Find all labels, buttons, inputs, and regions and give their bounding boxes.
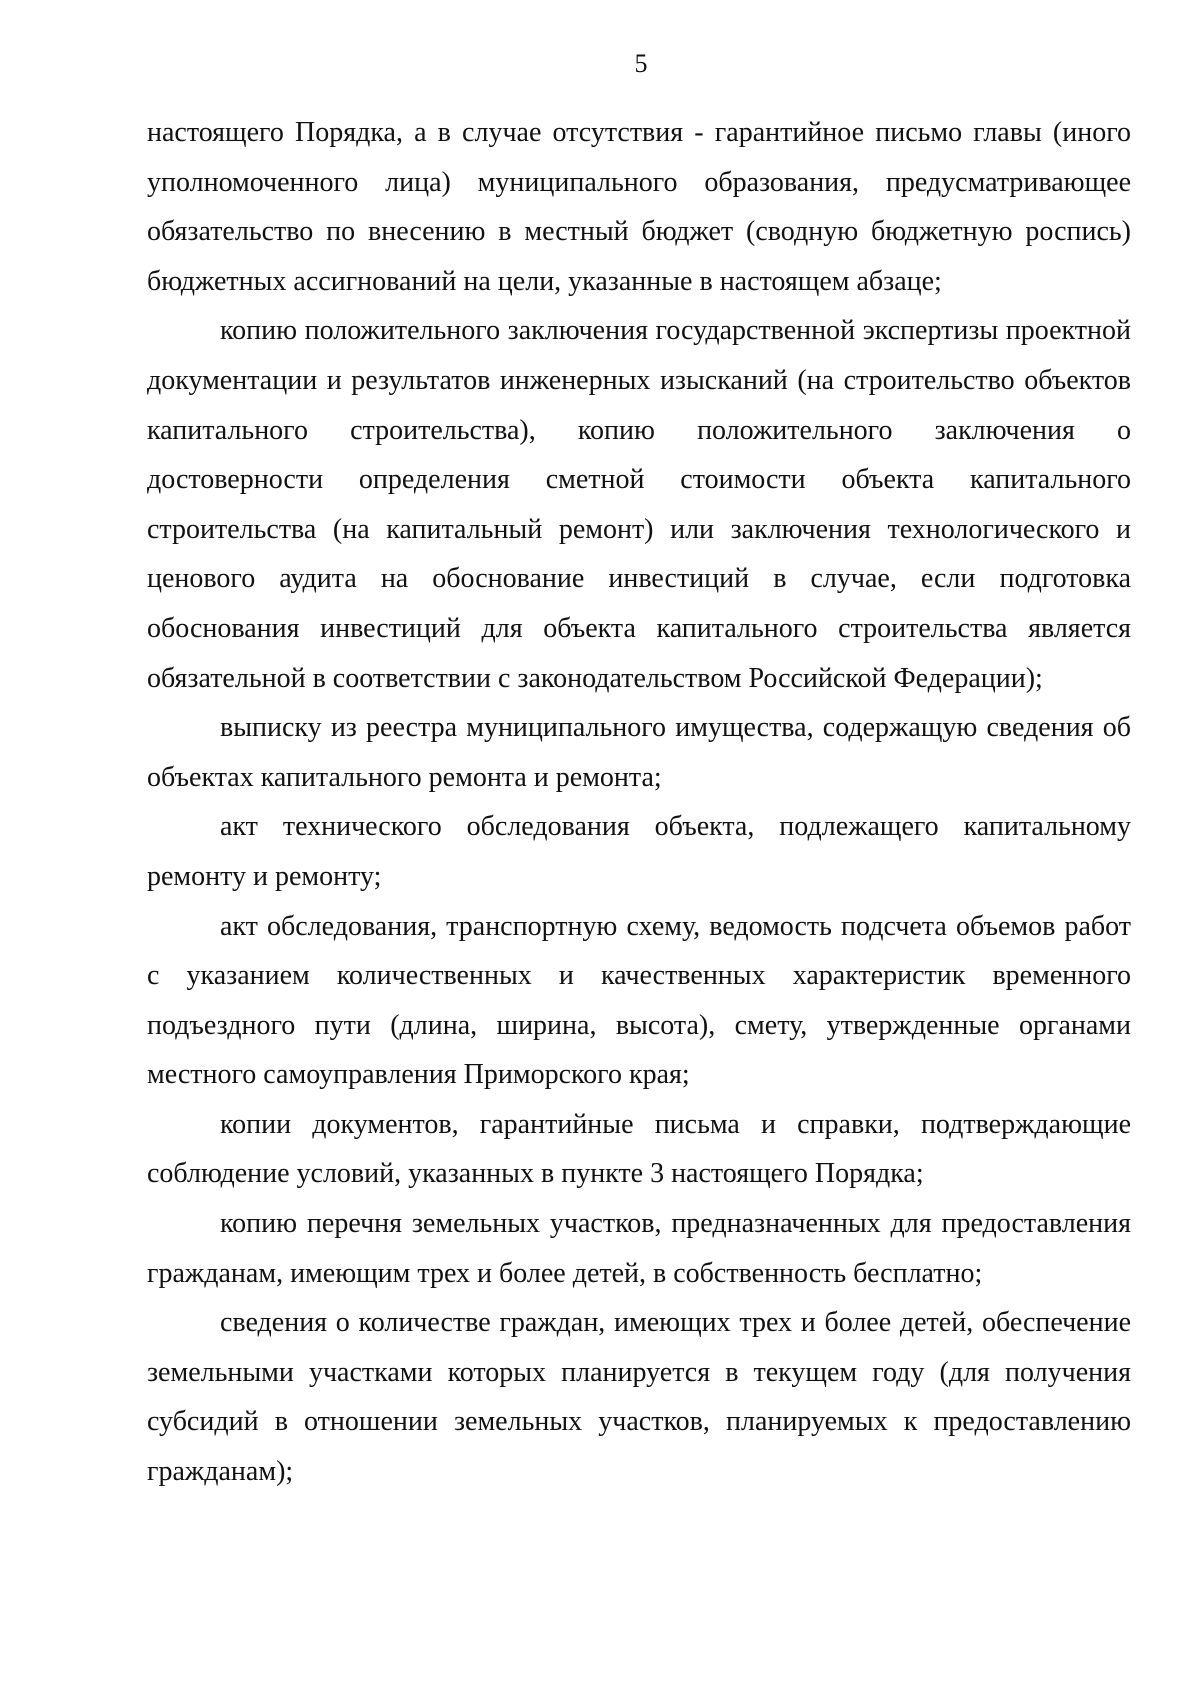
paragraph-continuation: настоящего Порядка, а в случае отсутствия - гарантийное письмо главы (иного уполномоченного лица) муниципального образования, предусматривающее обязательство по внесению в местный бюджет (сводную бюджетную роспись) бюджетных ассигнований на цели, указанные в настоящем абзаце;: [147, 117, 1131, 297]
paragraph-technical-inspection: акт технического обследования объекта, подлежащего капитальному ремонту и ремонту;: [147, 811, 1131, 892]
paragraph-document-copies: копии документов, гарантийные письма и справки, подтверждающие соблюдение условий, указанных в пункте 3 настоящего Порядка;: [147, 1108, 1131, 1190]
paragraph-expertise-copy: копию положительного заключения государственной экспертизы проектной документации и результатов инженерных изысканий (на строительство объектов капитального строительства), копию положительного заключения о достоверности определения сметной стоимости объекта капитального строительства (на капитальный ремонт) или заключения технологического и ценового аудита на обоснование инвестиций в случае, если подготовка обоснования инвестиций для объекта капитального строительства является обязательной в соответствии с законодательством Российской Федерации);: [147, 315, 1131, 694]
paragraph-citizens-info: сведения о количестве граждан, имеющих трех и более детей, обеспечение земельными участками которых планируется в текущем году (для получения субсидий в отношении земельных участков, планируемых к предоставлению гражданам);: [147, 1307, 1131, 1488]
document-body: [147, 108, 1131, 1497]
paragraph-registry-extract: выписку из реестра муниципального имущества, содержащую сведения об объектах капитального ремонта и ремонта;: [147, 712, 1131, 793]
page-number: 5: [634, 49, 648, 78]
paragraph-land-plots-list: копию перечня земельных участков, предназначенных для предоставления гражданам, имеющим трех и более детей, в собственность бесплатно;: [147, 1208, 1131, 1289]
paragraph-inspection-act: акт обследования, транспортную схему, ведомость подсчета объемов работ с указанием количественных и качественных характеристик временного подъездного пути (длина, ширина, высота), смету, утвержденные органами местного самоуправления Приморского края;: [147, 910, 1131, 1091]
